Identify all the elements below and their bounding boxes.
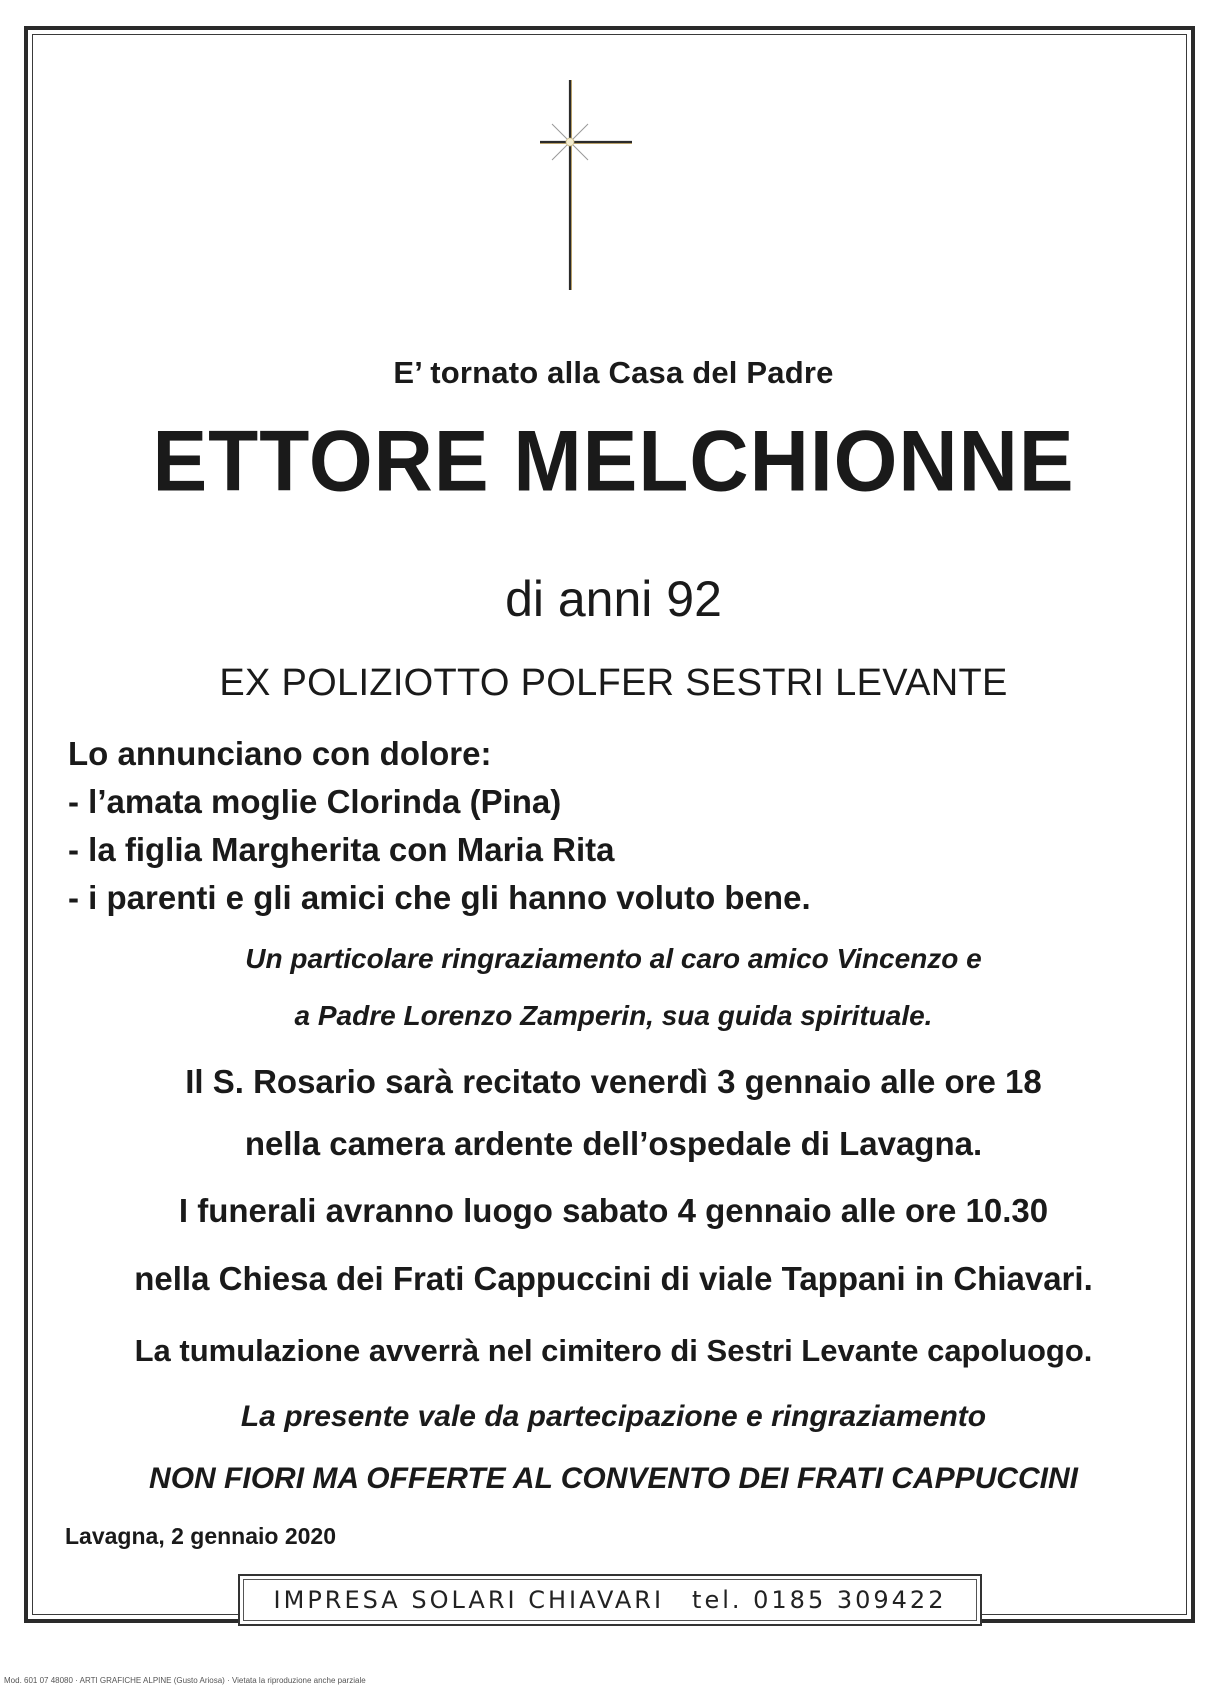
occupation-line: EX POLIZIOTTO POLFER SESTRI LEVANTE bbox=[219, 662, 1008, 704]
funeral-line: nella Chiesa dei Frati Cappuccini di viale Tappani in Chiavari. bbox=[134, 1260, 1093, 1297]
rosary-line: Il S. Rosario sarà recitato venerdì 3 gennaio alle ore 18 bbox=[185, 1063, 1042, 1100]
funeral-line: I funerali avranno luogo sabato 4 gennaio alle ore 10.30 bbox=[178, 1192, 1049, 1229]
deceased-name: ETTORE MELCHIONNE bbox=[152, 413, 1075, 510]
list-item: - l’amata moglie Clorinda (Pina) bbox=[68, 783, 562, 820]
thanks-line: Un particolare ringraziamento al caro amico Vincenzo e bbox=[245, 943, 982, 974]
intro-line: E’ tornato alla Casa del Padre bbox=[393, 355, 834, 390]
list-item: - la figlia Margherita con Maria Rita bbox=[68, 831, 615, 868]
age-line: di anni 92 bbox=[505, 571, 722, 627]
announcers-heading: Lo annunciano con dolore: bbox=[68, 735, 492, 772]
agency-name: IMPRESA SOLARI CHIAVARI bbox=[273, 1586, 665, 1614]
place-date: Lavagna, 2 gennaio 2020 bbox=[65, 1523, 337, 1549]
announcers-list bbox=[68, 730, 811, 922]
burial-line: La tumulazione avverrà nel cimitero di Sestri Levante capoluogo. bbox=[134, 1333, 1093, 1368]
agency-box-content bbox=[243, 1579, 977, 1621]
cross-icon bbox=[540, 80, 690, 300]
participation-note: La presente vale da partecipazione e ringraziamento bbox=[240, 1400, 987, 1433]
rosary-line: nella camera ardente dell’ospedale di Lavagna. bbox=[244, 1125, 983, 1162]
thanks-line: a Padre Lorenzo Zamperin, sua guida spirituale. bbox=[294, 1000, 933, 1031]
no-flowers-note: NON FIORI MA OFFERTE AL CONVENTO DEI FRATI CAPPUCCINI bbox=[149, 1462, 1078, 1495]
agency-phone: tel. 0185 309422 bbox=[692, 1586, 947, 1614]
agency-box bbox=[238, 1574, 982, 1626]
printer-imprint: Mod. 601 07 48080 · ARTI GRAFICHE ALPINE (Gusto Ariosa) · Vietata la riproduzione anche parziale bbox=[4, 1676, 366, 1685]
list-item: - i parenti e gli amici che gli hanno voluto bene. bbox=[68, 879, 811, 916]
